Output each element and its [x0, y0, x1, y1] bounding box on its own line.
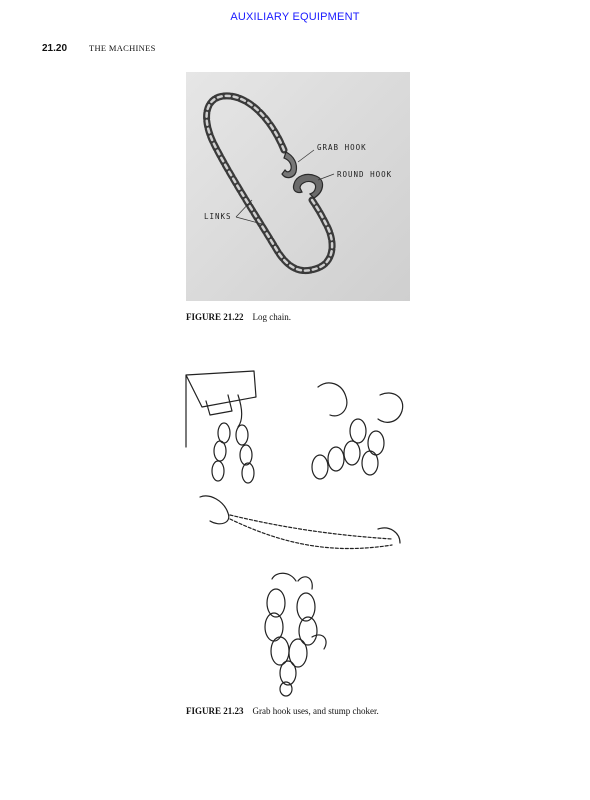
stump-choker-drawing	[265, 573, 326, 696]
page-number: 21.20	[42, 43, 68, 54]
figure-number: FIGURE 21.22	[186, 312, 244, 322]
figure-number: FIGURE 21.23	[186, 706, 244, 716]
grab-hook-uses-illustration	[180, 367, 420, 697]
grab-hook-label: GRAB HOOK	[317, 143, 367, 152]
figure-caption-21-22	[186, 312, 291, 322]
round-hook-label: ROUND HOOK	[337, 170, 393, 179]
log-chain-photo	[186, 72, 410, 301]
hands-hooking-chain-drawing	[312, 383, 403, 479]
figure-caption-21-23	[186, 706, 379, 716]
stretched-choker-drawing	[200, 496, 400, 549]
hook-on-bracket-drawing	[186, 371, 256, 483]
section-title: THE MACHINES	[89, 43, 156, 53]
running-head: AUXILIARY EQUIPMENT	[230, 11, 360, 23]
figure-caption-text: Log chain.	[252, 312, 292, 322]
figure-caption-text: Grab hook uses, and stump choker.	[252, 706, 379, 716]
links-label: LINKS	[204, 212, 232, 221]
